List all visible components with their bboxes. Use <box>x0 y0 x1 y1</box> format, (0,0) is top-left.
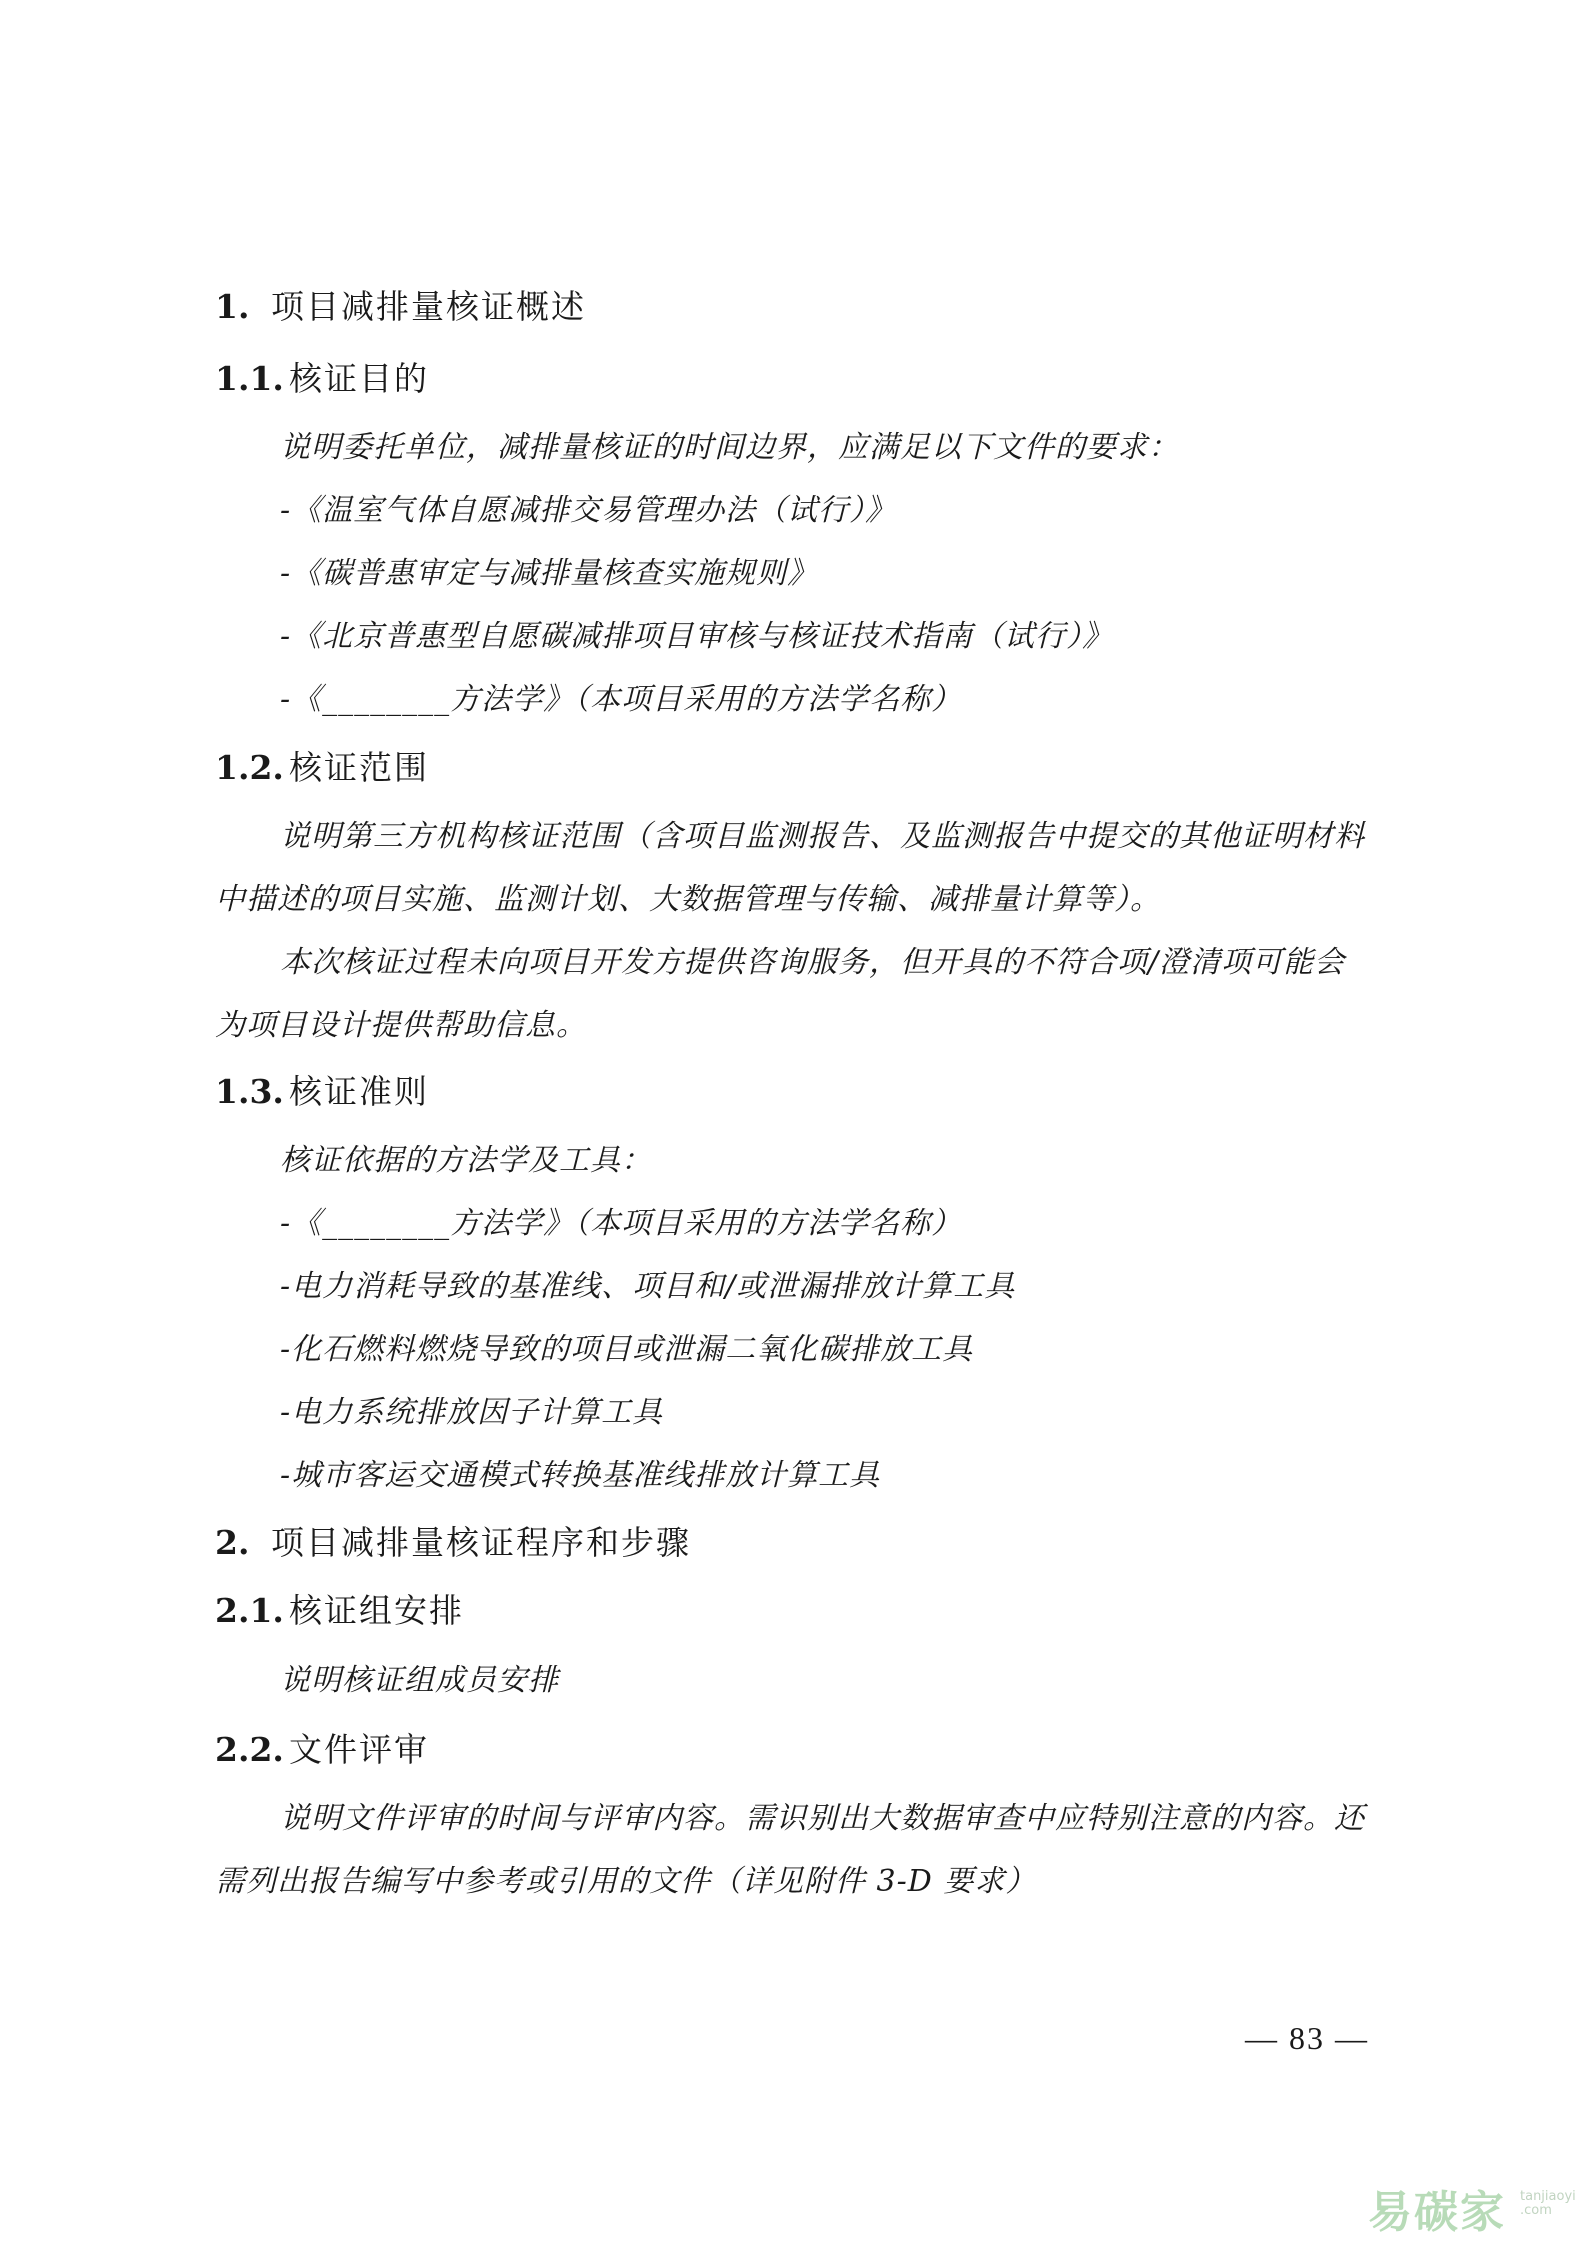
section-heading-1 <box>215 287 586 326</box>
paragraph: 说明委托单位，减排量核证的时间边界，应满足以下文件的要求： <box>280 430 1179 465</box>
heading-title: 核证准则 <box>289 1072 429 1111</box>
heading-number: 2. <box>215 1523 250 1562</box>
list-item: -城市客运交通模式转换基准线排放计算工具 <box>280 1458 881 1493</box>
heading-number: 2.2. <box>215 1730 284 1769</box>
paragraph-line: 说明第三方机构核证范围（含项目监测报告、及监测报告中提交的其他证明材料 <box>280 819 1365 854</box>
heading-title: 文件评审 <box>289 1730 429 1769</box>
section-heading-1-3 <box>215 1072 429 1111</box>
list-item: -电力消耗导致的基准线、项目和/或泄漏排放计算工具 <box>280 1269 1016 1304</box>
page-number: — 83 — <box>1245 2020 1369 2056</box>
section-heading-2-1 <box>215 1591 464 1630</box>
section-heading-2 <box>215 1523 691 1562</box>
heading-title: 核证范围 <box>289 748 429 787</box>
watermark-logo <box>1368 2172 1578 2236</box>
paragraph-line: 为项目设计提供帮助信息。 <box>215 1008 587 1043</box>
section-heading-1-1 <box>215 359 429 398</box>
heading-number: 1.1. <box>215 359 284 398</box>
heading-number: 2.1. <box>215 1591 284 1630</box>
watermark-text: 易碳家 <box>1368 2187 1506 2238</box>
heading-title: 核证组安排 <box>289 1591 464 1630</box>
list-item: -《温室气体自愿减排交易管理办法（试行）》 <box>280 493 897 528</box>
list-item: -《________方法学》（本项目采用的方法学名称） <box>280 1206 963 1241</box>
heading-number: 1.3. <box>215 1072 284 1111</box>
list-item: -《碳普惠审定与减排量核查实施规则》 <box>280 556 819 591</box>
section-heading-2-2 <box>215 1730 429 1769</box>
list-item: -《________方法学》（本项目采用的方法学名称） <box>280 682 963 717</box>
watermark-domain <box>1520 2190 1576 2219</box>
paragraph: 核证依据的方法学及工具： <box>280 1143 652 1178</box>
watermark-domain-suffix: .com <box>1520 2203 1552 2219</box>
heading-title: 核证目的 <box>289 359 429 398</box>
heading-number: 1.2. <box>215 748 284 787</box>
watermark-domain-name: tanjiaoyi <box>1520 2189 1576 2204</box>
heading-title: 项目减排量核证程序和步骤 <box>271 1523 691 1562</box>
paragraph-line: 需列出报告编写中参考或引用的文件（详见附件 3-D 要求） <box>215 1864 1037 1899</box>
section-heading-1-2 <box>215 748 429 787</box>
heading-title: 项目减排量核证概述 <box>271 287 586 326</box>
heading-number: 1. <box>215 287 250 326</box>
paragraph-line: 中描述的项目实施、监测计划、大数据管理与传输、减排量计算等）。 <box>215 882 1161 917</box>
paragraph-line: 本次核证过程未向项目开发方提供咨询服务，但开具的不符合项/澄清项可能会 <box>280 945 1346 980</box>
list-item: -《北京普惠型自愿碳减排项目审核与核证技术指南（试行）》 <box>280 619 1114 654</box>
paragraph-line: 说明文件评审的时间与评审内容。需识别出大数据审查中应特别注意的内容。还 <box>280 1801 1365 1836</box>
list-item: -化石燃料燃烧导致的项目或泄漏二氧化碳排放工具 <box>280 1332 974 1367</box>
list-item: -电力系统排放因子计算工具 <box>280 1395 664 1430</box>
paragraph: 说明核证组成员安排 <box>280 1663 559 1698</box>
